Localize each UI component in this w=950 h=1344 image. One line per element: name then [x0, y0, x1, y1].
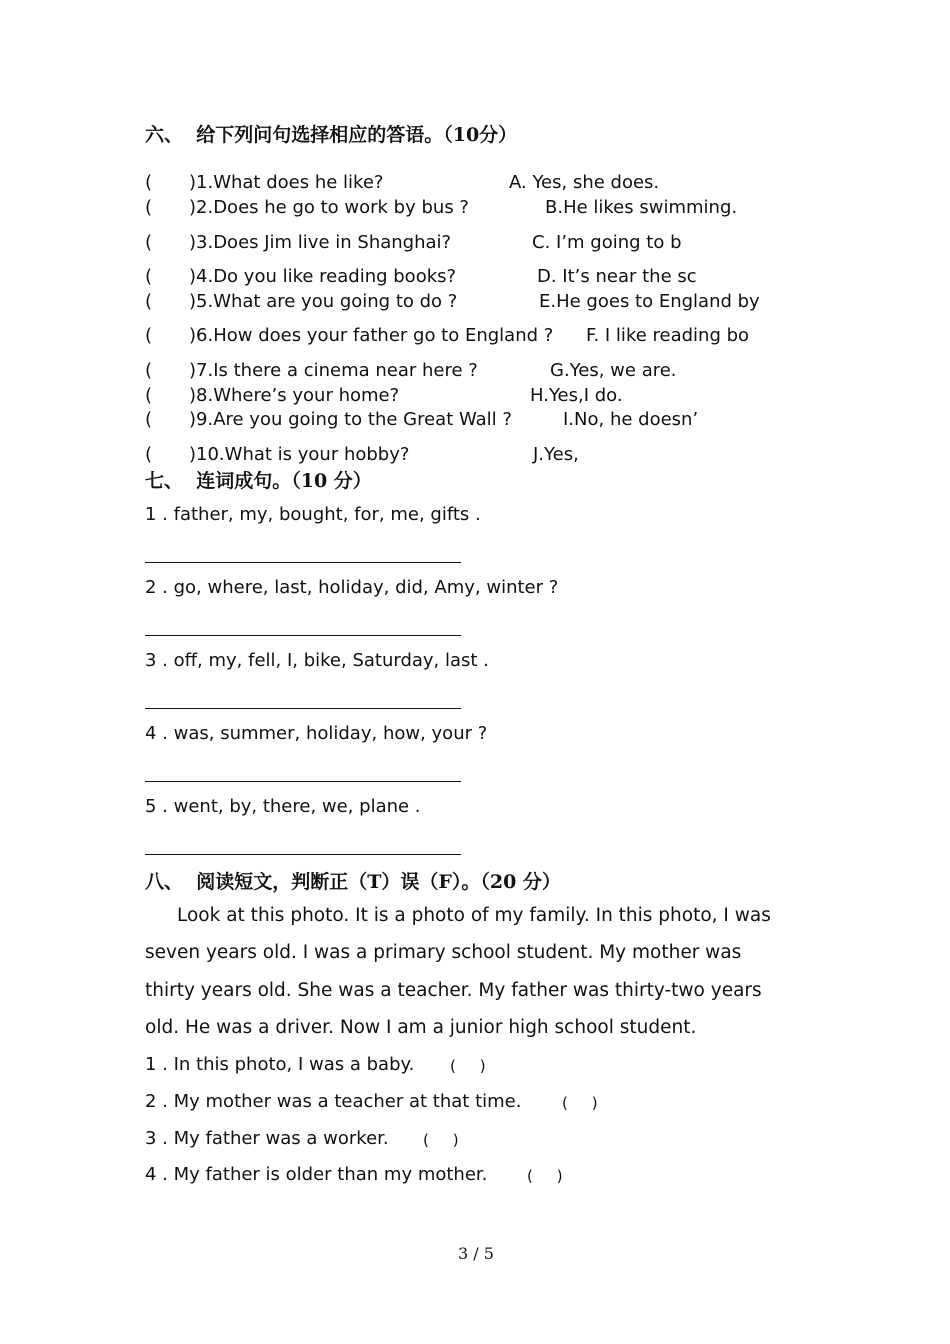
answer-bracket[interactable]: ( — [145, 266, 153, 287]
question-text: )7.Is there a cinema near here ? — [189, 360, 478, 381]
answer-line[interactable] — [145, 635, 461, 636]
question-text: )8.Where’s your home? — [189, 385, 400, 406]
answer-option: E.He goes to England by — [539, 291, 760, 312]
section8-title: 八、 阅读短文，判断正（T）误（F）。（20 分） — [145, 871, 561, 893]
passage-line: old. He was a driver. Now I am a junior high school student. — [145, 1017, 697, 1038]
sentence-prompt: 3 . off, my, fell, I, bike, Saturday, last . — [145, 650, 489, 671]
passage-line: thirty years old. She was a teacher. My father was thirty-two years — [145, 980, 762, 1001]
answer-bracket[interactable]: ( ) — [527, 1167, 563, 1185]
page-number: 3 / 5 — [458, 1244, 494, 1263]
answer-option: F. I like reading bo — [586, 325, 750, 346]
answer-line[interactable] — [145, 562, 461, 563]
statement-text: 1 . In this photo, I was a baby. — [145, 1054, 415, 1075]
answer-option: J.Yes, — [533, 444, 579, 465]
answer-option: B.He likes swimming. — [545, 197, 738, 218]
question-text: )6.How does your father go to England ? — [189, 325, 554, 346]
answer-bracket[interactable]: ( ) — [450, 1057, 486, 1075]
answer-bracket[interactable]: ( — [145, 325, 153, 346]
passage-line: seven years old. I was a primary school student. My mother was — [145, 942, 742, 963]
answer-line[interactable] — [145, 854, 461, 855]
answer-option: D. It’s near the sc — [537, 266, 697, 287]
answer-bracket[interactable]: ( — [145, 360, 153, 381]
question-text: )5.What are you going to do ? — [189, 291, 458, 312]
sentence-prompt: 4 . was, summer, holiday, how, your ? — [145, 723, 488, 744]
statement-text: 3 . My father was a worker. — [145, 1128, 389, 1149]
answer-bracket[interactable]: ( — [145, 409, 153, 430]
sentence-prompt: 1 . father, my, bought, for, me, gifts . — [145, 504, 481, 525]
answer-bracket[interactable]: ( ) — [423, 1131, 459, 1149]
question-text: )4.Do you like reading books? — [189, 266, 457, 287]
section6-title: 六、 给下列问句选择相应的答语。（10分） — [145, 124, 518, 146]
answer-line[interactable] — [145, 781, 461, 782]
question-text: )10.What is your hobby? — [189, 444, 410, 465]
answer-bracket[interactable]: ( — [145, 197, 153, 218]
answer-option: C. I’m going to b — [532, 232, 682, 253]
answer-option: H.Yes,I do. — [530, 385, 623, 406]
sentence-prompt: 5 . went, by, there, we, plane . — [145, 796, 421, 817]
question-text: )9.Are you going to the Great Wall ? — [189, 409, 512, 430]
answer-option: I.No, he doesn’ — [563, 409, 699, 430]
answer-line[interactable] — [145, 708, 461, 709]
statement-text: 4 . My father is older than my mother. — [145, 1164, 488, 1185]
answer-bracket[interactable]: ( — [145, 291, 153, 312]
statement-text: 2 . My mother was a teacher at that time. — [145, 1091, 522, 1112]
answer-bracket[interactable]: ( — [145, 385, 153, 406]
question-text: )1.What does he like? — [189, 172, 384, 193]
question-text: )3.Does Jim live in Shanghai? — [189, 232, 452, 253]
answer-option: A. Yes, she does. — [509, 172, 660, 193]
answer-bracket[interactable]: ( ) — [562, 1094, 598, 1112]
answer-option: G.Yes, we are. — [550, 360, 677, 381]
answer-bracket[interactable]: ( — [145, 232, 153, 253]
answer-bracket[interactable]: ( — [145, 444, 153, 465]
answer-bracket[interactable]: ( — [145, 172, 153, 193]
passage-line: Look at this photo. It is a photo of my family. In this photo, I was — [177, 905, 771, 926]
question-text: )2.Does he go to work by bus ? — [189, 197, 469, 218]
sentence-prompt: 2 . go, where, last, holiday, did, Amy, winter ? — [145, 577, 559, 598]
section7-title: 七、 连词成句。（10 分） — [145, 470, 372, 492]
